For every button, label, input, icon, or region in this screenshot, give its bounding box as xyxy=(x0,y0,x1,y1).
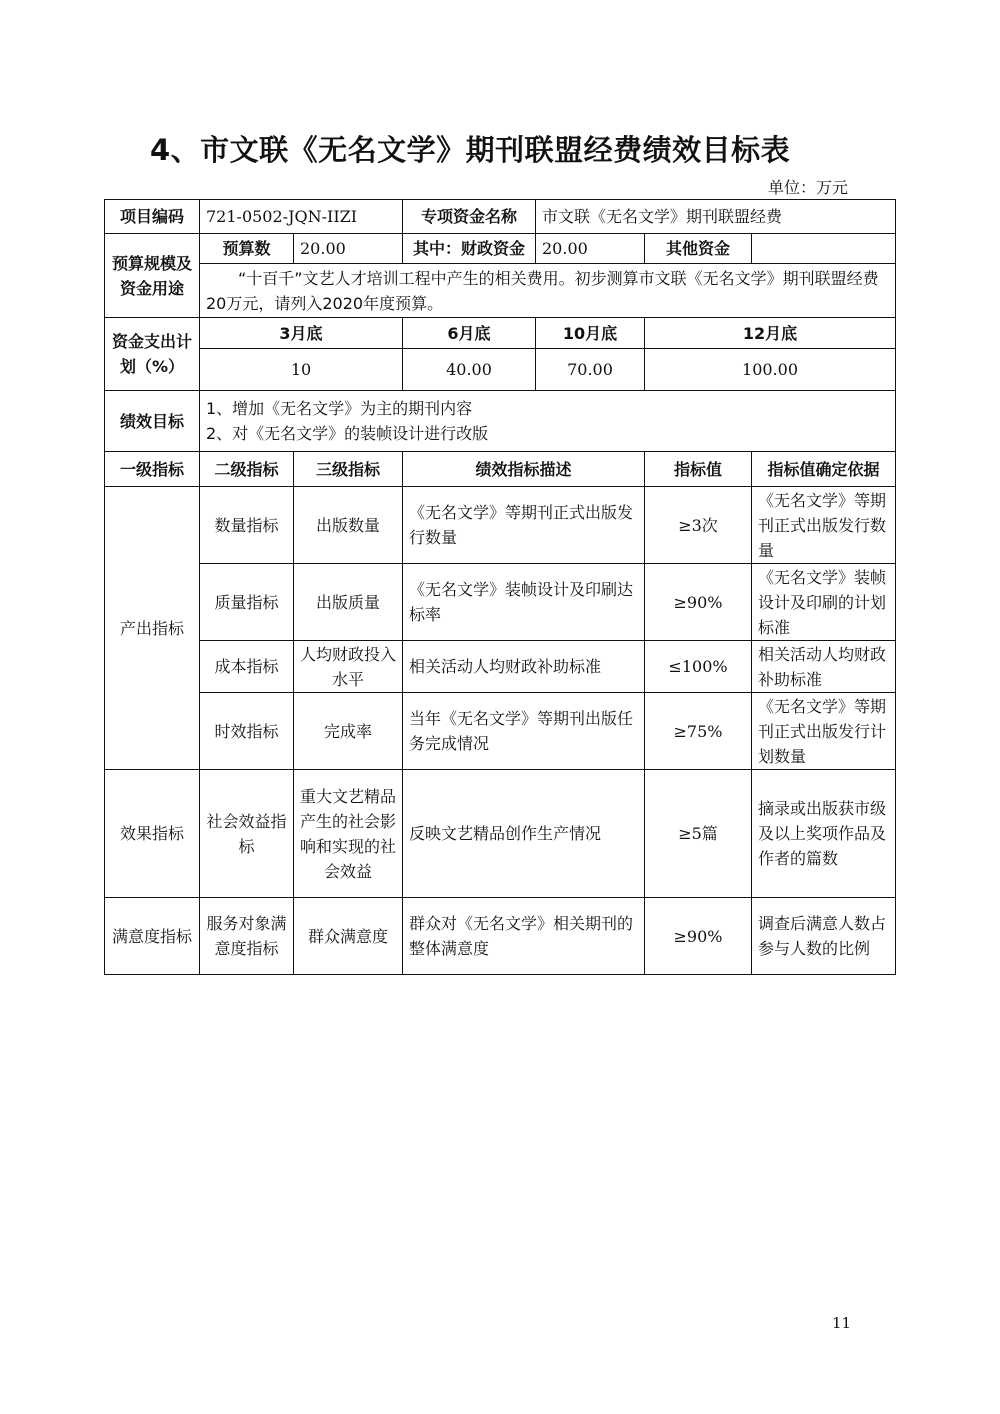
budget-row xyxy=(105,234,896,264)
budget-amount-label: 预算数 xyxy=(200,234,294,264)
goals-row xyxy=(105,391,896,452)
budget-usage-row xyxy=(105,264,896,318)
other-fund-label: 其他资金 xyxy=(645,234,752,264)
plan-value-oct: 70.00 xyxy=(536,349,645,391)
description-cell: 群众对《无名文学》相关期刊的整体满意度 xyxy=(403,898,645,975)
fund-name-value: 市文联《无名文学》期刊联盟经费 xyxy=(536,200,896,234)
table-row xyxy=(105,693,896,770)
plan-header-mar: 3月底 xyxy=(200,318,403,349)
level2-cell: 数量指标 xyxy=(200,487,294,564)
project-code-label: 项目编码 xyxy=(105,200,200,234)
header-description: 绩效指标描述 xyxy=(403,452,645,487)
level2-cell: 服务对象满意度指标 xyxy=(200,898,294,975)
level3-cell: 出版质量 xyxy=(294,564,403,641)
level3-cell: 重大文艺精品产生的社会影响和实现的社会效益 xyxy=(294,770,403,898)
level3-cell: 群众满意度 xyxy=(294,898,403,975)
budget-amount-value: 20.00 xyxy=(294,234,403,264)
plan-value-dec: 100.00 xyxy=(645,349,896,391)
level2-cell: 社会效益指标 xyxy=(200,770,294,898)
table-row xyxy=(105,898,896,975)
page-title: 4、市文联《无名文学》期刊联盟经费绩效目标表 xyxy=(150,133,791,167)
page-number: 11 xyxy=(832,1314,852,1332)
plan-value-jun: 40.00 xyxy=(403,349,536,391)
project-code-row xyxy=(105,200,896,234)
description-cell: 《无名文学》装帧设计及印刷达标率 xyxy=(403,564,645,641)
goals-label: 绩效目标 xyxy=(105,391,200,452)
level2-cell: 时效指标 xyxy=(200,693,294,770)
plan-header-row xyxy=(105,318,896,349)
value-cell: ≥3次 xyxy=(645,487,752,564)
value-cell: ≤100% xyxy=(645,641,752,693)
header-level3: 三级指标 xyxy=(294,452,403,487)
other-fund-value xyxy=(752,234,896,264)
header-level1: 一级指标 xyxy=(105,452,200,487)
plan-header-jun: 6月底 xyxy=(403,318,536,349)
value-cell: ≥90% xyxy=(645,898,752,975)
basis-cell: 调查后满意人数占参与人数的比例 xyxy=(752,898,896,975)
performance-target-table xyxy=(104,199,896,975)
goal-item: 2、对《无名文学》的装帧设计进行改版 xyxy=(206,424,489,443)
table-row xyxy=(105,487,896,564)
description-cell: 当年《无名文学》等期刊出版任务完成情况 xyxy=(403,693,645,770)
value-cell: ≥90% xyxy=(645,564,752,641)
effect-indicator-label: 效果指标 xyxy=(105,770,200,898)
plan-value-mar: 10 xyxy=(200,349,403,391)
basis-cell: 《无名文学》等期刊正式出版发行数量 xyxy=(752,487,896,564)
unit-label: 单位：万元 xyxy=(767,178,848,197)
satisfaction-indicator-label: 满意度指标 xyxy=(105,898,200,975)
table-row xyxy=(105,564,896,641)
header-basis: 指标值确定依据 xyxy=(752,452,896,487)
level3-cell: 出版数量 xyxy=(294,487,403,564)
plan-label: 资金支出计划（%） xyxy=(105,318,200,391)
fund-name-label: 专项资金名称 xyxy=(403,200,536,234)
budget-label: 预算规模及资金用途 xyxy=(105,234,200,318)
level3-cell: 人均财政投入水平 xyxy=(294,641,403,693)
header-level2: 二级指标 xyxy=(200,452,294,487)
level2-cell: 成本指标 xyxy=(200,641,294,693)
goals-text xyxy=(200,391,896,452)
description-cell: 相关活动人均财政补助标准 xyxy=(403,641,645,693)
header-value: 指标值 xyxy=(645,452,752,487)
fiscal-fund-value: 20.00 xyxy=(536,234,645,264)
budget-usage-text: “十百千”文艺人才培训工程中产生的相关费用。初步测算市文联《无名文学》期刊联盟经费20万元，请列入2020年度预算。 xyxy=(200,264,896,318)
level2-cell: 质量指标 xyxy=(200,564,294,641)
project-code-value: 721-0502-JQN-IIZI xyxy=(200,200,403,234)
value-cell: ≥5篇 xyxy=(645,770,752,898)
plan-values-row xyxy=(105,349,896,391)
fiscal-fund-label: 其中：财政资金 xyxy=(403,234,536,264)
description-cell: 《无名文学》等期刊正式出版发行数量 xyxy=(403,487,645,564)
indicator-header-row xyxy=(105,452,896,487)
description-cell: 反映文艺精品创作生产情况 xyxy=(403,770,645,898)
basis-cell: 摘录或出版获市级及以上奖项作品及作者的篇数 xyxy=(752,770,896,898)
basis-cell: 《无名文学》等期刊正式出版发行计划数量 xyxy=(752,693,896,770)
value-cell: ≥75% xyxy=(645,693,752,770)
level3-cell: 完成率 xyxy=(294,693,403,770)
goal-item: 1、增加《无名文学》为主的期刊内容 xyxy=(206,399,473,418)
basis-cell: 相关活动人均财政补助标准 xyxy=(752,641,896,693)
plan-header-oct: 10月底 xyxy=(536,318,645,349)
plan-header-dec: 12月底 xyxy=(645,318,896,349)
basis-cell: 《无名文学》装帧设计及印刷的计划标准 xyxy=(752,564,896,641)
table-row xyxy=(105,641,896,693)
output-indicator-label: 产出指标 xyxy=(105,487,200,770)
table-row xyxy=(105,770,896,898)
